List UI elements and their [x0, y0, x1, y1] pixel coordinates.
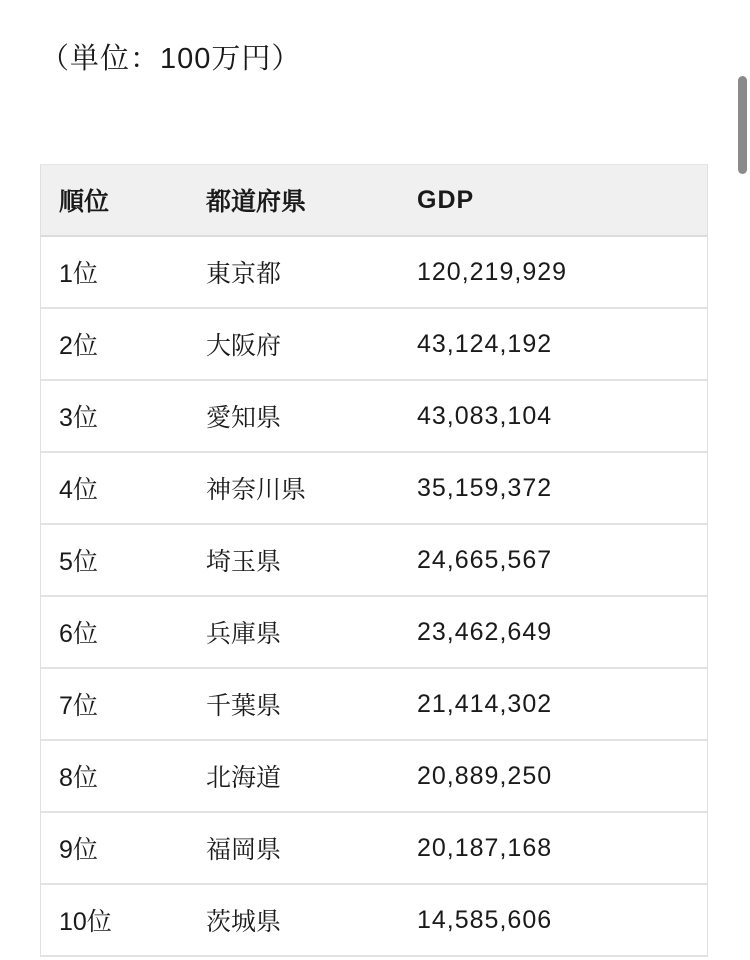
gdp-cell: 20,889,250 [417, 761, 553, 790]
rank-cell: 9位 [59, 836, 98, 864]
table-header-row [41, 165, 707, 237]
prefecture-cell: 東京都 [206, 260, 282, 288]
table-row [41, 381, 707, 453]
table-row [41, 885, 707, 957]
header-rank: 順位 [59, 188, 110, 216]
gdp-cell: 35,159,372 [417, 473, 553, 502]
rank-cell: 6位 [59, 620, 98, 648]
prefecture-cell: 千葉県 [206, 692, 282, 720]
table-row [41, 237, 707, 309]
rank-cell: 3位 [59, 404, 98, 432]
gdp-cell: 23,462,649 [417, 617, 553, 646]
rank-cell: 7位 [59, 692, 98, 720]
unit-label: （単位：100万円） [40, 43, 302, 75]
vertical-scrollbar-thumb[interactable] [738, 76, 747, 174]
gdp-cell: 20,187,168 [417, 833, 553, 862]
table-row [41, 453, 707, 525]
gdp-cell: 120,219,929 [417, 257, 568, 286]
header-gdp: GDP [417, 185, 475, 214]
prefecture-cell: 愛知県 [206, 404, 282, 432]
rank-cell: 8位 [59, 764, 98, 792]
table-row [41, 597, 707, 669]
gdp-cell: 43,124,192 [417, 329, 553, 358]
gdp-cell: 43,083,104 [417, 401, 553, 430]
header-prefecture: 都道府県 [206, 188, 307, 216]
gdp-cell: 21,414,302 [417, 689, 553, 718]
table-row [41, 309, 707, 381]
prefecture-cell: 茨城県 [206, 908, 282, 936]
table-row [41, 741, 707, 813]
gdp-cell: 14,585,606 [417, 905, 553, 934]
rank-cell: 4位 [59, 476, 98, 504]
table-row [41, 813, 707, 885]
prefecture-cell: 福岡県 [206, 836, 282, 864]
gdp-cell: 24,665,567 [417, 545, 553, 574]
prefecture-cell: 神奈川県 [206, 476, 307, 504]
rank-cell: 5位 [59, 548, 98, 576]
table-row [41, 525, 707, 597]
prefecture-cell: 埼玉県 [206, 548, 282, 576]
rank-cell: 2位 [59, 332, 98, 360]
table-row [41, 669, 707, 741]
prefecture-cell: 大阪府 [206, 332, 282, 360]
prefecture-cell: 北海道 [206, 764, 282, 792]
rank-cell: 10位 [59, 908, 112, 936]
prefecture-cell: 兵庫県 [206, 620, 282, 648]
rank-cell: 1位 [59, 260, 98, 288]
gdp-ranking-table [40, 164, 708, 957]
